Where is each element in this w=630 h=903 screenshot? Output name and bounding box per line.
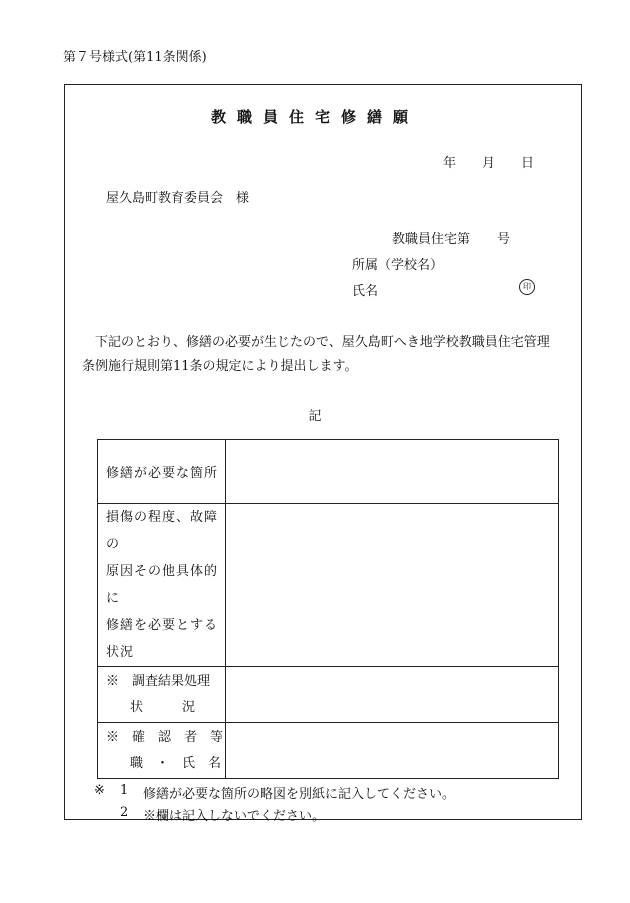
note-number: 1 — [120, 783, 129, 798]
survey-result-line: 状 況 — [130, 699, 196, 715]
form-title: 教職員住宅修繕願 — [210, 108, 419, 126]
confirmer-field[interactable] — [226, 723, 559, 779]
confirmer-line: 職 ・ 氏 名 — [130, 755, 222, 771]
survey-result-label — [98, 667, 226, 723]
damage-condition-label — [98, 504, 226, 667]
date-month-label: 月 — [482, 156, 496, 171]
confirmer-line: ※ 確 認 者 等 — [106, 729, 224, 745]
damage-condition-field[interactable] — [226, 504, 559, 667]
body-text: 下記のとおり、修繕の必要が生じたので、屋久島町へき地学校教職員住宅管理条例施行規則第11条の規定により提出します。 — [82, 335, 550, 374]
survey-result-field[interactable] — [226, 667, 559, 723]
note-text: ※欄は記入しないでください。 — [143, 809, 326, 824]
table-row — [98, 504, 559, 667]
form-label: 第７号様式(第11条関係) — [63, 50, 207, 65]
date-day-label: 日 — [521, 156, 535, 171]
affiliation-label: 所属（学校名） — [352, 258, 444, 273]
date-year-label: 年 — [443, 156, 457, 171]
table-row — [98, 440, 559, 504]
table-row — [98, 723, 559, 779]
repair-location-label-text: 修繕が必要な箇所 — [106, 466, 219, 481]
notes-mark: ※ — [94, 783, 105, 798]
note-number: 2 — [120, 805, 129, 820]
damage-condition-line: 状況 — [106, 645, 135, 660]
addressee: 屋久島町教育委員会 様 — [106, 191, 250, 206]
note-text: 修繕が必要な箇所の略図を別紙に記入してください。 — [143, 787, 456, 802]
repair-location-field[interactable] — [226, 440, 559, 504]
damage-condition-line: 修繕を必要とする — [106, 618, 219, 633]
damage-condition-line: 損傷の程度、故障の — [106, 510, 219, 552]
repair-table — [97, 439, 559, 779]
survey-result-line: ※ 調査結果処理 — [106, 673, 211, 689]
name-label: 氏名 — [352, 284, 379, 299]
housing-label: 教職員住宅第 — [392, 232, 471, 247]
housing-number-suffix: 号 — [497, 232, 511, 247]
table-row — [98, 667, 559, 723]
ki-heading: 記 — [308, 409, 322, 424]
confirmer-label — [98, 723, 226, 779]
repair-location-label — [98, 440, 226, 504]
damage-condition-line: 原因その他具体的に — [106, 564, 219, 606]
seal-icon: 印 — [519, 279, 535, 295]
